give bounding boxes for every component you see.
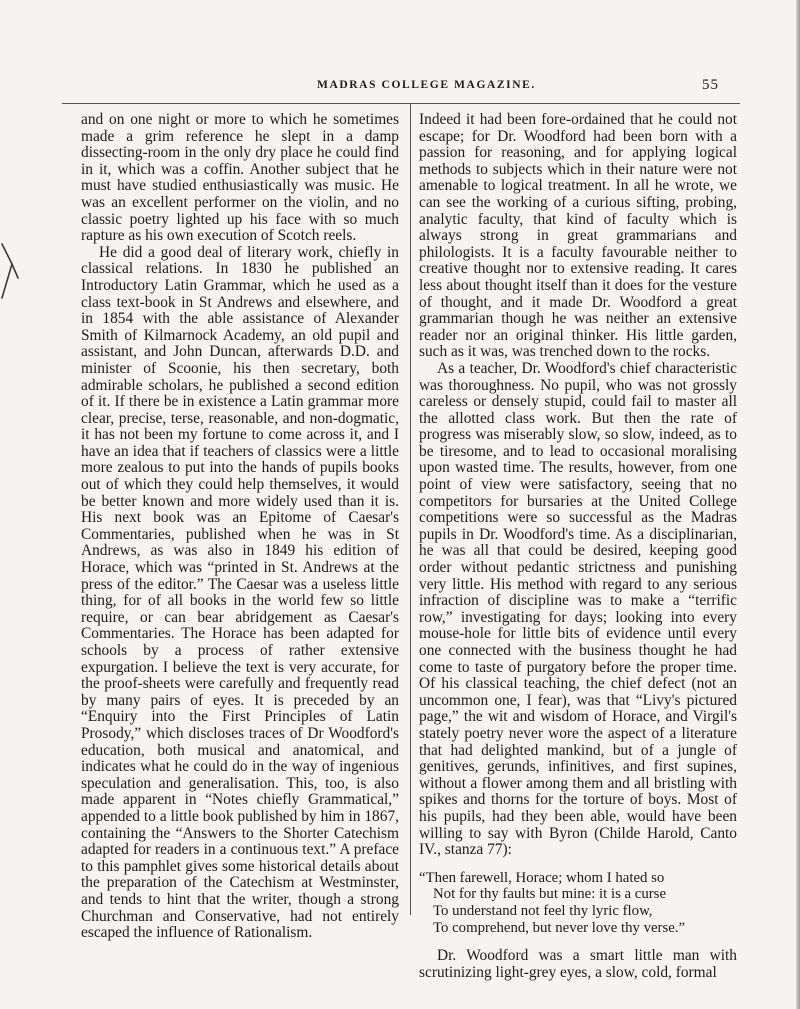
- verse-quotation: [419, 870, 737, 936]
- verse-line: “Then farewell, Horace; whom I hated so: [419, 869, 665, 886]
- page-number: 55: [702, 77, 719, 93]
- left-paragraph-1: and on one night or more to which he sometimes made a grim reference he slept in a damp dissecting-room in the only dry place he could find in it, which was a coffin. Another subject that he must have studied enthusiastically was music. He was an excellent performer on the violin, and no classic poetry lighted up his face with so much rapture as his own execution of Scotch reels.: [81, 111, 399, 245]
- left-column: [81, 112, 399, 942]
- right-paragraph-3: Dr. Woodford was a smart little man with scrutinizing light-grey eyes, a slow, cold, formal: [419, 947, 737, 981]
- verse-line: To understand not feel thy lyric flow,: [433, 902, 653, 919]
- right-column: [419, 112, 737, 981]
- page-edge-shadow: [796, 0, 800, 1009]
- verse-line: To comprehend, but never love thy verse.”: [433, 919, 686, 936]
- right-paragraph-2: As a teacher, Dr. Woodford's chief characteristic was thoroughness. No pupil, who was not grossly careless or densely stupid, could fail to master all the allotted class work. But then the rate of progress was miserably slow, so slow, indeed, as to be tiresome, and to lead to occasional moralising upon wasted time. The results, however, from one point of view were satisfactory, seeing that no competitors for bursaries at the United College competitions were so successful as the Madras pupils in Dr. Woodford's time. As a disciplinarian, he was all that could be desired, keeping good order without pedantic strictness and punishing very little. His method with regard to any serious infraction of discipline was to make a “terrific row,” investigating for days; looking into every mouse-hole for little bits of evidence until every one connected with the business thought he had come to taste of purgatory before the proper time. Of his classical teaching, the chief defect (not an uncommon one, I fear), was that “Livy's pictured page,” the wit and wisdom of Horace, and Virgil's stately poetry never wore the aspect of a literature that had delighted mankind, but of a jungle of genitives, gerunds, infinitives, and first supines, without a flower among them and all bristling with spikes and thorns for the torture of boys. Most of his pupils, had they been able, would have been willing to say with Byron (Childe Harold, Canto IV., stanza 77):: [419, 359, 737, 859]
- running-title: MADRAS COLLEGE MAGAZINE.: [317, 79, 536, 91]
- right-paragraph-1: Indeed it had been fore-ordained that he could not escape; for Dr. Woodford had been born with a passion for reasoning, and for applying logical methods to subjects which in their nature were not amenable to logical treatment. In all he wrote, we can see the working of a curious sifting, probing, analytic faculty, that kind of faculty which is always strong in great grammarians and philologists. It is a faculty favourable neither to creative thought nor to extensive reading. It cares less about thought itself than it does for the vesture of thought, and it made Dr. Woodford a great grammarian though he was neither an extensive reader nor an original thinker. His little garden, such as it was, was trenched down to the rocks.: [419, 111, 737, 361]
- left-paragraph-2: He did a good deal of literary work, chiefly in classical relations. In 1830 he published an Introductory Latin Grammar, which he used as a class text-book in St Andrews and elsewhere, and in 1854 with the able assistance of Alexander Smith of Kilmarnock Academy, an old pupil and assistant, and John Duncan, afterwards D.D. and minister of Scoonie, his then secretary, both admirable scholars, he published a second edition of it. If there be in existence a Latin grammar more clear, precise, terse, reasonable, and non-dogmatic, it has not been my fortune to come across it, and I have an idea that if teachers of classics were a little more zealous to put into the hands of pupils books out of which they could help themselves, it would be better known and more widely used than it is. His next book was an Epitome of Caesar's Commentaries, published when he was in St Andrews, as was also in 1849 his edition of Horace, which was “printed in St. Andrews at the press of the editor.” The Caesar was a useless little thing, for of all books in the world few so little require, or can bear abridgement as Caesar's Commentaries. The Horace has been adapted for schools by a process of rather extensive expurgation. I believe the text is very accurate, for the proof-sheets were carefully and frequently read by many pairs of eyes. It is preceded by an “Enquiry into the First Principles of Latin Prosody,” which discloses traces of Dr Woodford's education, both musical and anatomical, and indicates what he could do in the way of ingenious speculation and generalisation. This, too, is also made apparent in “Notes chiefly Grammatical,” appended to a little book published by him in 1867, containing the “Answers to the Shorter Catechism adapted for readers in a continuous text.” A preface to this pamphlet gives some historical details about the preparation of the Catechism at Westminster, and tends to hint that the writer, though a strong Churchman and Conservative, had not entirely escaped the influence of Rationalism.: [81, 243, 399, 942]
- margin-pencil-mark: [0, 242, 30, 302]
- column-rule: [410, 103, 411, 915]
- verse-line: Not for thy faults but mine: it is a curse: [433, 886, 667, 903]
- running-head: [0, 79, 800, 95]
- header-rule: [62, 103, 740, 104]
